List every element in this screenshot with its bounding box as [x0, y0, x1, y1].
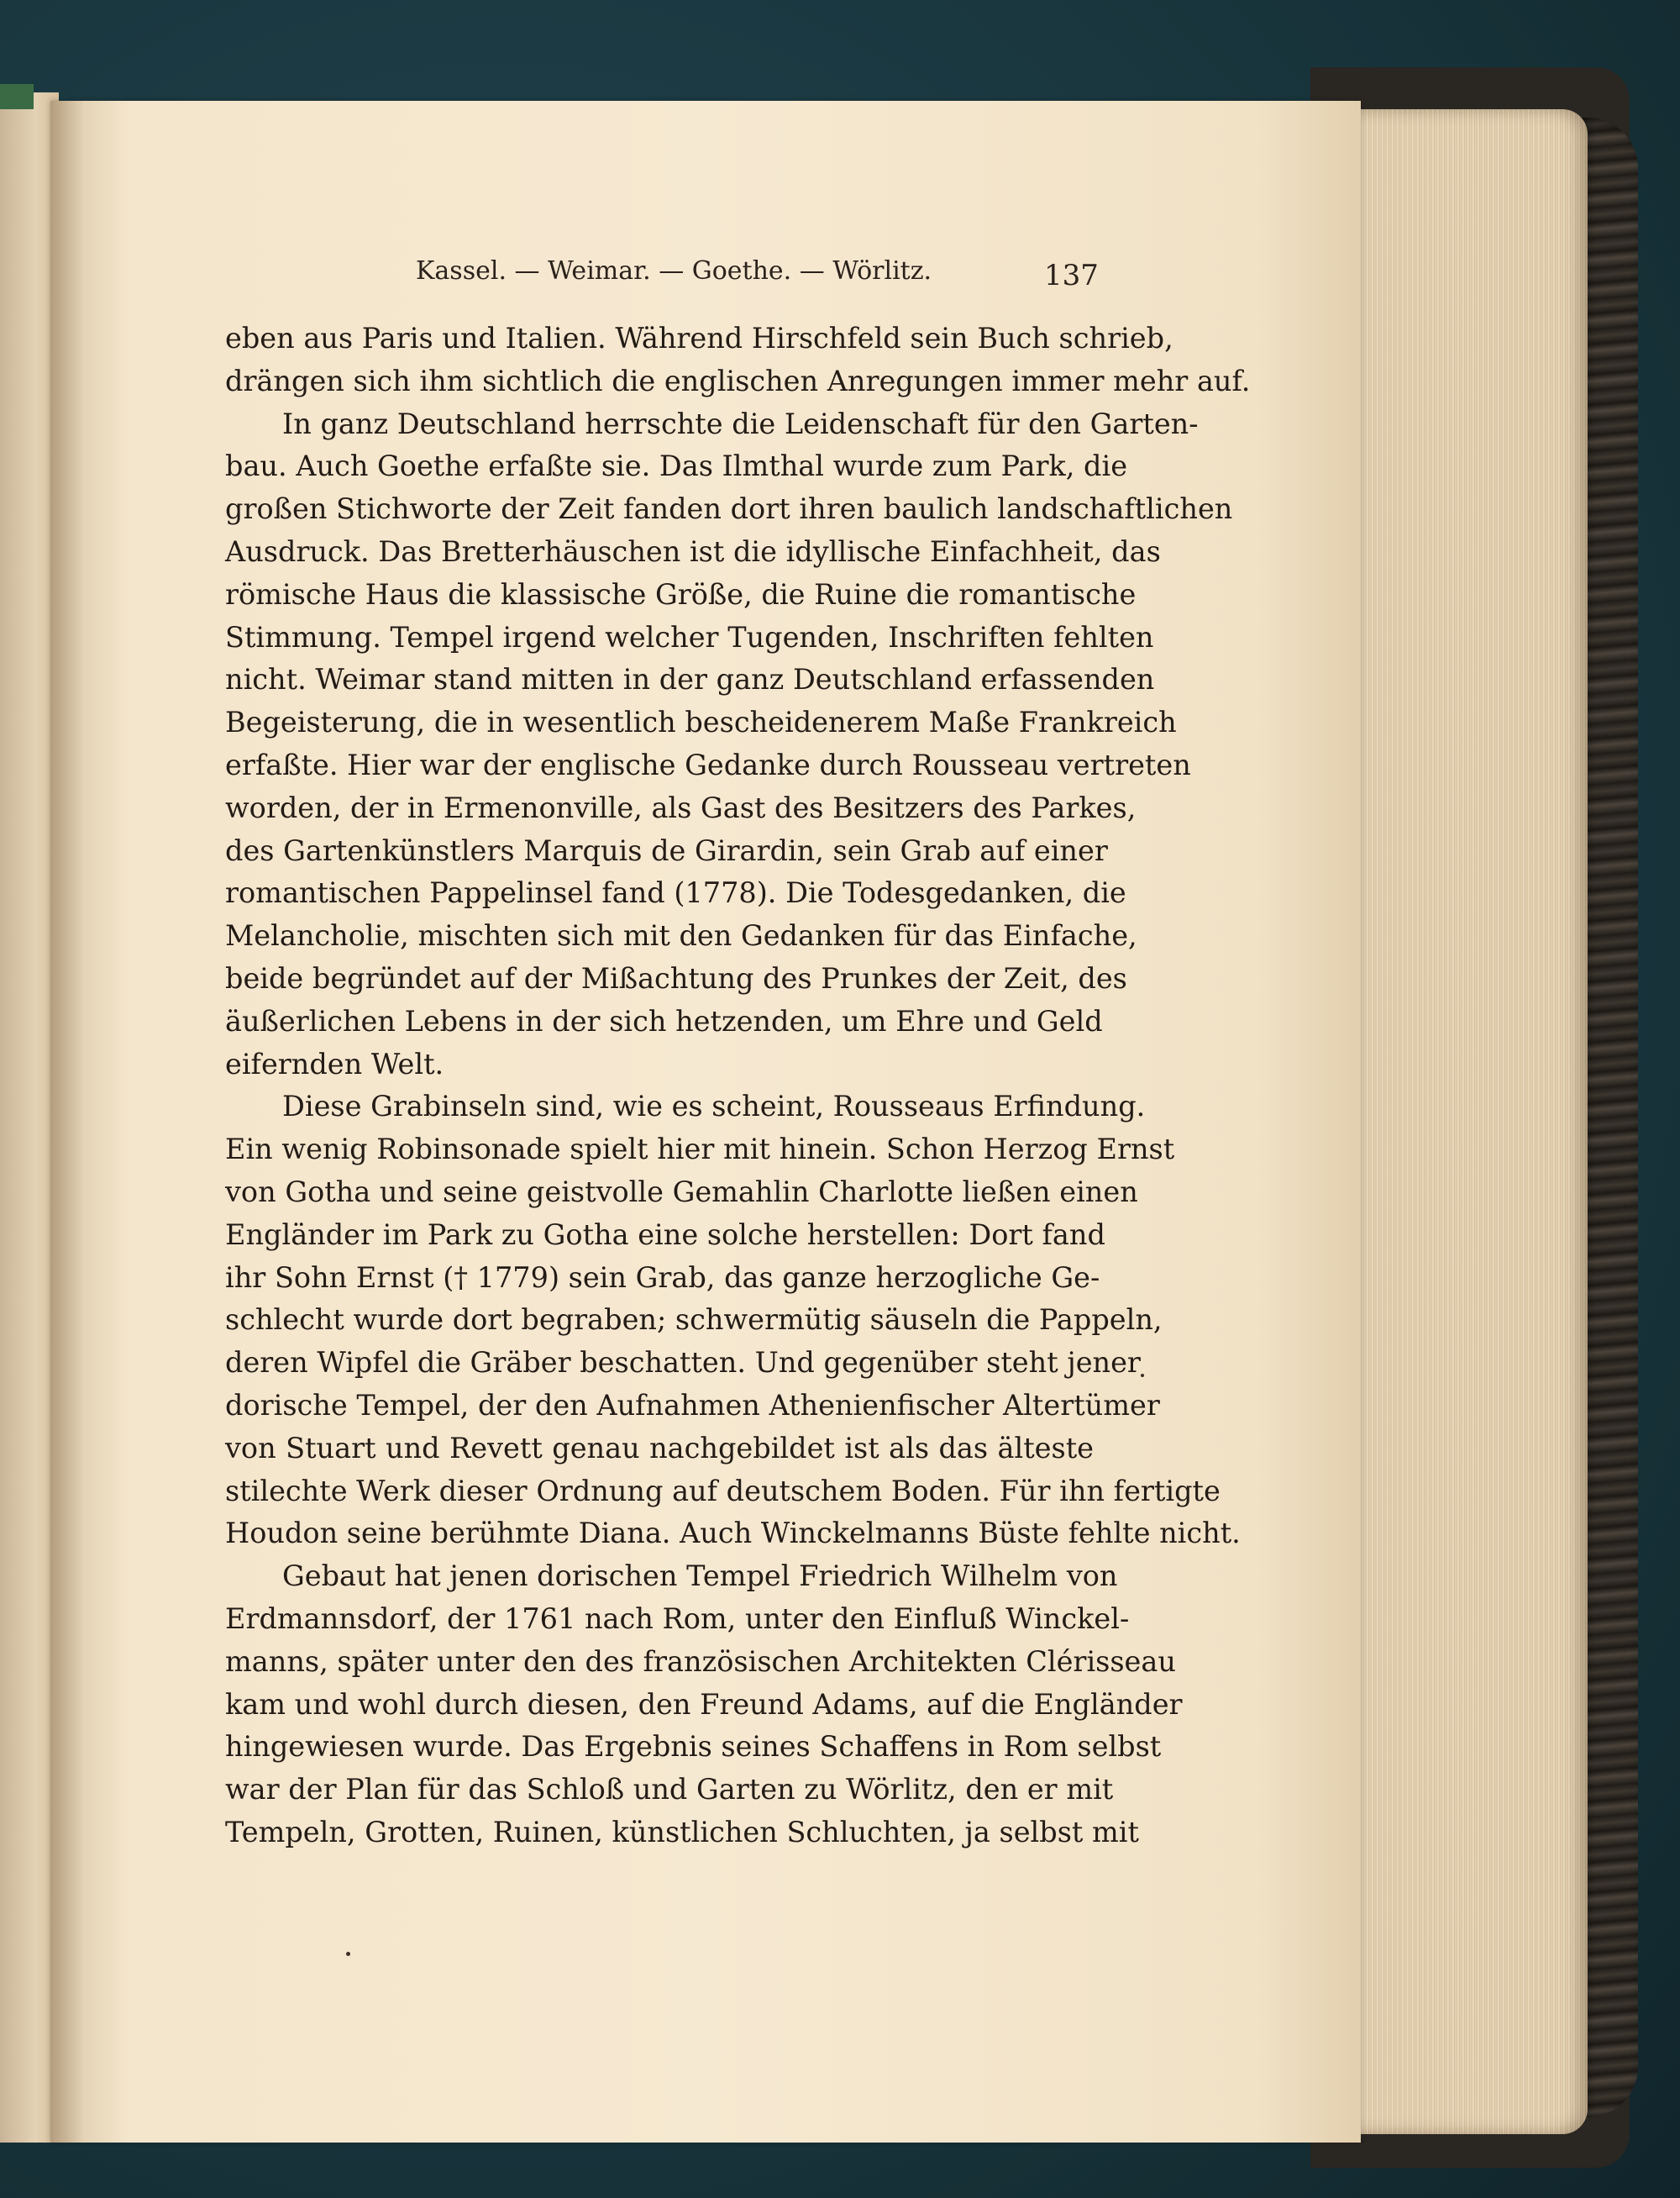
text-line: Engländer im Park zu Gotha eine solche herstellen: Dort fand	[225, 1217, 1105, 1251]
text-line: nicht. Weimar stand mitten in der ganz Deutschland erfassenden	[225, 663, 1155, 697]
ink-speck	[346, 1952, 350, 1956]
text-line: ihr Sohn Ernst († 1779) sein Grab, das ganze herzogliche Ge-	[225, 1260, 1100, 1294]
running-head: Kassel. — Weimar. — Goethe. — Wörlitz.	[416, 256, 932, 286]
text-line: kam und wohl durch diesen, den Freund Adams, auf die Engländer	[225, 1687, 1183, 1721]
text-line: Begeisterung, die in wesentlich bescheidenerem Maße Frankreich	[225, 706, 1177, 739]
text-line: Diese Grabinseln sind, wie es scheint, Rousseaus Erfindung.	[282, 1090, 1146, 1123]
text-line: bau. Auch Goethe erfaßte sie. Das Ilmthal wurde zum Park, die	[225, 450, 1128, 483]
text-line: war der Plan für das Schloß und Garten zu Wörlitz, den er mit	[225, 1773, 1114, 1806]
ink-speck	[1141, 1374, 1144, 1377]
text-line: drängen sich ihm sichtlich die englischen Anregungen immer mehr auf.	[225, 364, 1251, 397]
gutter-shadow	[50, 101, 84, 2143]
text-line: manns, später unter den des französischen Architekten Clérisseau	[225, 1644, 1176, 1678]
text-line: In ganz Deutschland herrschte die Leidenschaft für den Garten-	[282, 407, 1199, 440]
text-line: eben aus Paris und Italien. Während Hirschfeld sein Buch schrieb,	[225, 322, 1173, 355]
book-spine	[1579, 118, 1638, 2117]
text-line: stilechte Werk dieser Ordnung auf deutschem Boden. Für ihn fertigte	[225, 1474, 1221, 1507]
text-line: römische Haus die klassische Größe, die Ruine die romantische	[225, 577, 1137, 611]
page-text	[225, 318, 1251, 1854]
text-line: des Gartenkünstlers Marquis de Girardin, sein Grab auf einer	[225, 833, 1108, 867]
page-number: 137	[1044, 259, 1099, 292]
text-line: großen Stichworte der Zeit fanden dort ihren baulich landschaftlichen	[225, 492, 1233, 526]
text-line: schlecht wurde dort begraben; schwermütig säuseln die Pappeln,	[225, 1303, 1163, 1337]
text-line: hingewiesen wurde. Das Ergebnis seines Schaffens in Rom selbst	[225, 1730, 1162, 1764]
left-cover-corner	[0, 84, 34, 109]
text-line: worden, der in Ermenonville, als Gast des Besitzers des Parkes,	[225, 791, 1137, 824]
text-line: dorische Tempel, der den Aufnahmen Athenienfischer Altertümer	[225, 1388, 1160, 1422]
text-line: romantischen Pappelinsel fand (1778). Die Todesgedanken, die	[225, 876, 1126, 910]
text-line: von Stuart und Revett genau nachgebildet ist als das älteste	[225, 1431, 1094, 1464]
text-line: Gebaut hat jenen dorischen Tempel Friedrich Wilhelm von	[282, 1559, 1118, 1593]
text-line: beide begründet auf der Mißachtung des Prunkes der Zeit, des	[225, 961, 1127, 995]
text-line: Ein wenig Robinsonade spielt hier mit hinein. Schon Herzog Ernst	[225, 1133, 1175, 1166]
text-line: Ausdruck. Das Bretterhäuschen ist die idyllische Einfachheit, das	[225, 534, 1161, 568]
text-line: von Gotha und seine geistvolle Gemahlin Charlotte ließen einen	[225, 1175, 1138, 1208]
text-line: erfaßte. Hier war der englische Gedanke durch Rousseau vertreten	[225, 748, 1191, 781]
text-line: eifernden Welt.	[225, 1047, 444, 1081]
text-line: Erdmannsdorf, der 1761 nach Rom, unter den Einfluß Winckel-	[225, 1601, 1130, 1635]
text-line: deren Wipfel die Gräber beschatten. Und gegenüber steht jener	[225, 1346, 1141, 1380]
text-line: Stimmung. Tempel irgend welcher Tugenden, Inschriften fehlten	[225, 620, 1154, 654]
text-line: Melancholie, mischten sich mit den Gedanken für das Einfache,	[225, 919, 1137, 953]
text-line: Houdon seine berühmte Diana. Auch Winckelmanns Büste fehlte nicht.	[225, 1517, 1241, 1550]
text-line: äußerlichen Lebens in der sich hetzenden, um Ehre und Geld	[225, 1004, 1103, 1038]
page-edges	[1344, 109, 1588, 2134]
text-line: Tempeln, Grotten, Ruinen, künstlichen Schluchten, ja selbst mit	[225, 1815, 1139, 1848]
